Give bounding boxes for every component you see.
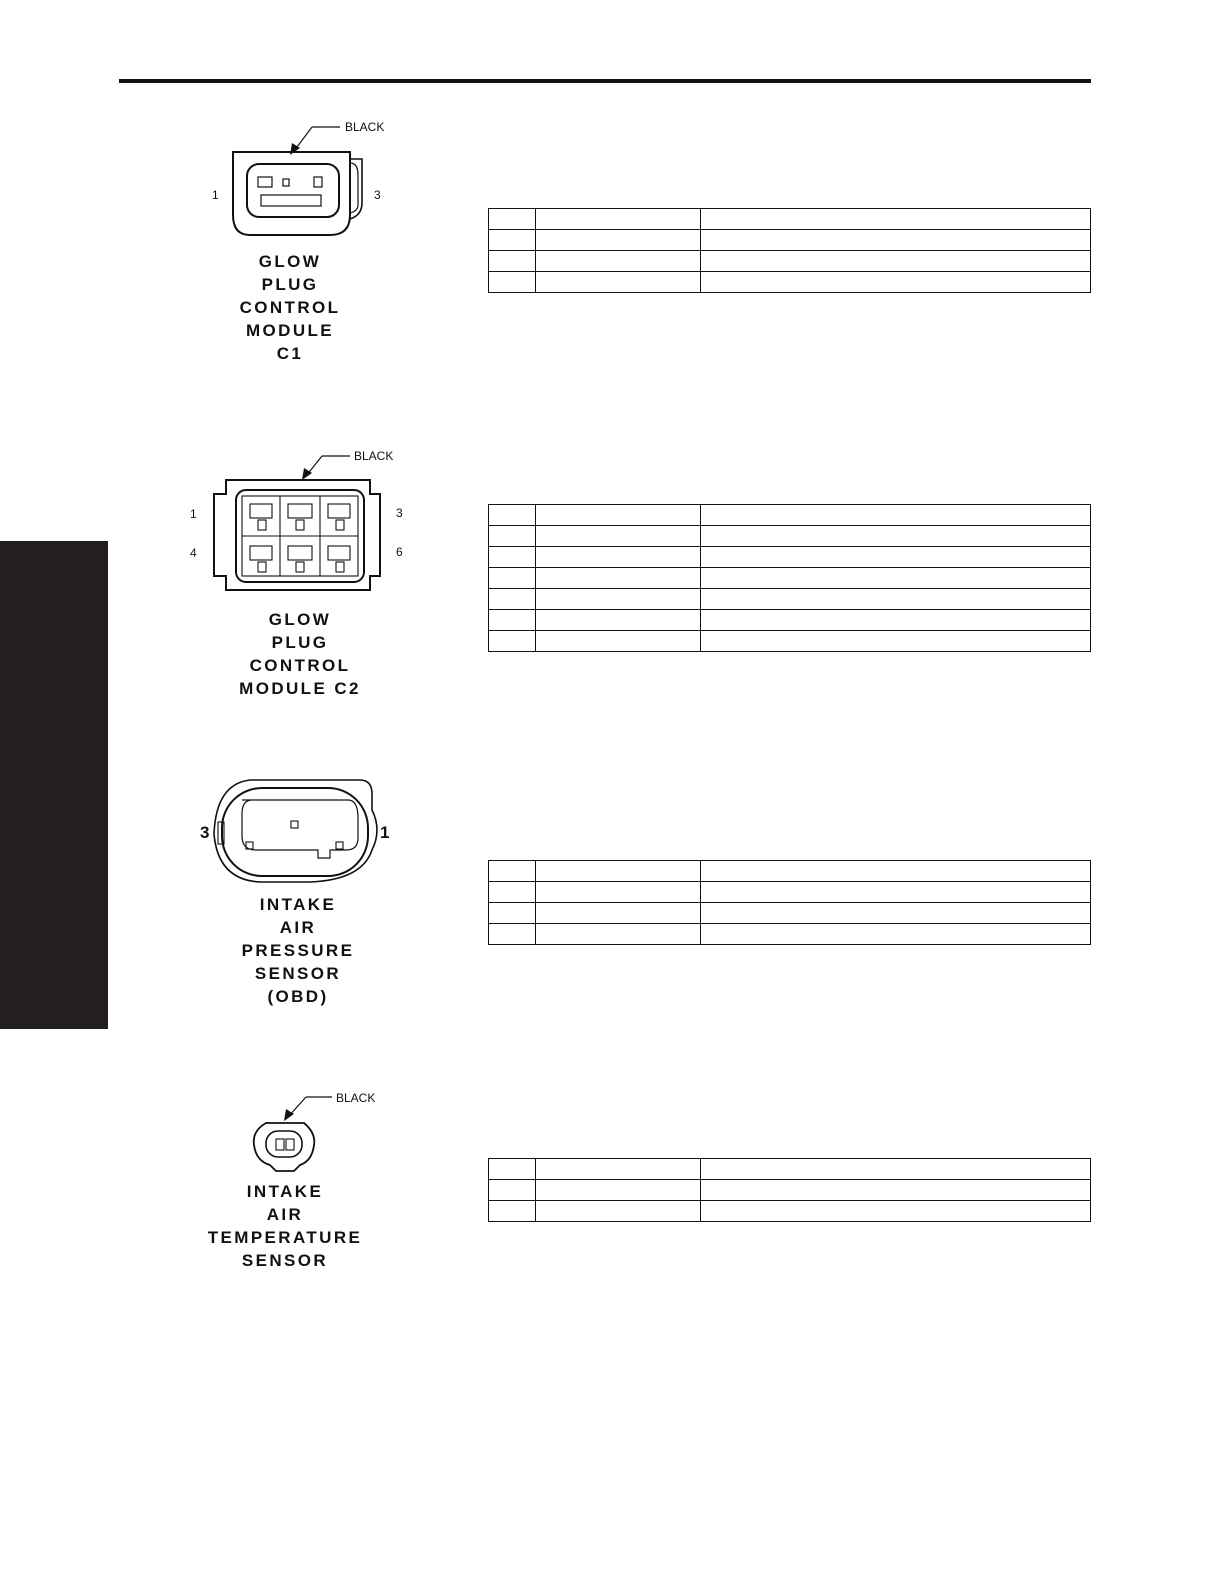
table-cell (536, 903, 701, 924)
table-cell (701, 251, 1091, 272)
table-cell (489, 610, 536, 631)
table-cell (701, 861, 1091, 882)
pin-label-3: 3 (396, 506, 403, 520)
table-cell (536, 861, 701, 882)
pinout-table-temperature (488, 1158, 1091, 1222)
table-cell (489, 924, 536, 945)
pin-label-3: 3 (374, 188, 381, 202)
table-cell (701, 631, 1091, 652)
table-cell (489, 230, 536, 251)
table-cell (536, 230, 701, 251)
table-cell (489, 209, 536, 230)
table-cell (701, 568, 1091, 589)
table-cell (489, 568, 536, 589)
connector-caption: GLOW PLUG CONTROL MODULE C1 (239, 252, 341, 363)
table-cell (489, 272, 536, 293)
table-cell (536, 526, 701, 547)
table-cell (536, 631, 701, 652)
connector-diagram-c1 (200, 115, 400, 245)
table-cell (536, 251, 701, 272)
table-cell (536, 924, 701, 945)
table-cell (701, 924, 1091, 945)
connector-diagram-c2 (180, 440, 420, 600)
table-cell (536, 272, 701, 293)
table-cell (489, 861, 536, 882)
table-cell (489, 1159, 536, 1180)
table-row (489, 610, 1091, 631)
pin-label-4: 4 (190, 546, 197, 560)
table-row (489, 230, 1091, 251)
pin-label-1: 1 (380, 823, 390, 842)
table-cell (536, 209, 701, 230)
table-cell (489, 631, 536, 652)
table-row (489, 631, 1091, 652)
table-row (489, 1201, 1091, 1222)
color-callout-label: BLACK (354, 449, 394, 463)
connector-caption: GLOW PLUG CONTROL MODULE C2 (239, 610, 361, 698)
header-rule (119, 79, 1091, 83)
table-cell (701, 230, 1091, 251)
table-cell (489, 251, 536, 272)
table-row (489, 1180, 1091, 1201)
table-cell (701, 589, 1091, 610)
table-row (489, 882, 1091, 903)
table-cell (701, 882, 1091, 903)
pin-label-3: 3 (200, 823, 210, 842)
color-callout-label: BLACK (336, 1091, 376, 1105)
table-cell (536, 505, 701, 526)
table-row (489, 1159, 1091, 1180)
table-cell (701, 1180, 1091, 1201)
table-row (489, 547, 1091, 568)
table-row (489, 526, 1091, 547)
table-cell (536, 1159, 701, 1180)
table-cell (701, 209, 1091, 230)
table-cell (489, 589, 536, 610)
table-cell (536, 547, 701, 568)
color-callout-label: BLACK (345, 120, 385, 134)
table-cell (536, 1201, 701, 1222)
table-row (489, 568, 1091, 589)
pinout-table-pressure (488, 860, 1091, 945)
connector-diagram-temperature (230, 1085, 390, 1175)
table-cell (536, 589, 701, 610)
pin-label-6: 6 (396, 545, 403, 559)
table-cell (701, 272, 1091, 293)
connector-caption: INTAKE AIR PRESSURE SENSOR (OBD) (241, 895, 355, 1006)
table-cell (536, 568, 701, 589)
table-cell (701, 903, 1091, 924)
section-side-tab (0, 541, 108, 1029)
table-cell (701, 526, 1091, 547)
table-row (489, 272, 1091, 293)
table-cell (701, 547, 1091, 568)
table-cell (489, 1180, 536, 1201)
table-cell (701, 505, 1091, 526)
table-cell (489, 526, 536, 547)
connector-diagram-pressure (190, 770, 410, 890)
table-cell (536, 1180, 701, 1201)
table-cell (489, 505, 536, 526)
connector-caption: INTAKE AIR TEMPERATURE SENSOR (207, 1182, 363, 1270)
table-cell (536, 610, 701, 631)
table-cell (489, 903, 536, 924)
table-cell (701, 1201, 1091, 1222)
pin-label-1: 1 (212, 188, 219, 202)
table-row (489, 903, 1091, 924)
pinout-table-c2 (488, 504, 1091, 652)
table-cell (489, 1201, 536, 1222)
pin-label-1: 1 (190, 507, 197, 521)
table-row (489, 924, 1091, 945)
pinout-table-c1 (488, 208, 1091, 293)
table-cell (701, 1159, 1091, 1180)
table-cell (489, 882, 536, 903)
table-row (489, 209, 1091, 230)
table-row (489, 251, 1091, 272)
table-cell (701, 610, 1091, 631)
table-cell (536, 882, 701, 903)
table-cell (489, 547, 536, 568)
table-row (489, 861, 1091, 882)
table-row (489, 589, 1091, 610)
table-row (489, 505, 1091, 526)
